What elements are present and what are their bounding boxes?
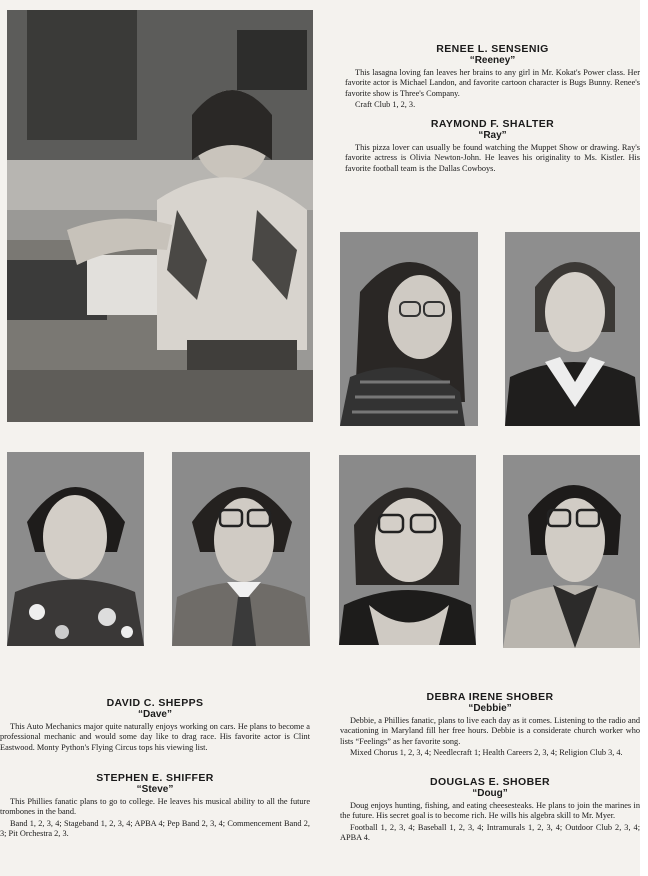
student-bio: Doug enjoys hunting, fishing, and eating cheesesteaks. He plans to join the marines in the future. His secret goal is to become rich. He wills his algebra skill to Mr. Myer. xyxy=(340,801,640,821)
portrait-renee-sensenig xyxy=(340,232,478,426)
candid-classroom-photo xyxy=(7,10,313,422)
portrait-debra-shober xyxy=(339,455,476,645)
entry-raymond-shalter xyxy=(345,118,640,174)
student-name: DAVID C. SHEPPS xyxy=(106,697,204,709)
student-name: DEBRA IRENE SHOBER xyxy=(426,691,554,703)
portrait-douglas-shober xyxy=(503,455,640,648)
entry-david-shepps xyxy=(0,697,310,753)
student-bio: This pizza lover can usually be found watching the Muppet Show or drawing. Ray's favorite actress is Olivia Newton-John. He leaves his originality to Ms. Kistler. His favorite football team is the Dallas Cowboys. xyxy=(345,143,640,173)
student-nickname: “Debbie” xyxy=(468,703,512,714)
student-name: STEPHEN E. SHIFFER xyxy=(96,772,214,784)
entry-stephen-shiffer xyxy=(0,772,310,840)
student-bio: Debbie, a Phillies fanatic, plans to live each day as it comes. Listening to the radio and vacationing in Maryland fill her free hours. Debbie is a considerate church worker who lists “Feelings” as her favorite song. xyxy=(340,716,640,746)
student-activities: Band 1, 2, 3, 4; Stageband 1, 2, 3, 4; APBA 4; Pep Band 2, 3, 4; Commencement Band 2, 3; Pit Orchestra 2, 3. xyxy=(0,818,310,839)
portrait-stephen-shiffer xyxy=(172,452,310,646)
student-nickname: “Dave” xyxy=(138,709,172,720)
student-nickname: “Steve” xyxy=(136,784,174,795)
page-edge xyxy=(640,0,648,876)
student-bio: This lasagna loving fan leaves her brains to any girl in Mr. Kokat's Power class. Her favorite actor is Michael Landon, and favorite cartoon character is Bugs Bunny. Renee's favorite show is Three's Company. xyxy=(345,68,640,98)
student-activities: Football 1, 2, 3, 4; Baseball 1, 2, 3, 4; Intramurals 1, 2, 3, 4; Outdoor Club 2, 3, 4; APBA 4. xyxy=(340,822,640,843)
student-bio: This Auto Mechanics major quite naturally enjoys working on cars. He plans to become a professional mechanic and would some day like to drag race. His favorite actor is Clint Eastwood. Monty Python's Flying Circus tops his viewing list. xyxy=(0,722,310,752)
entry-debra-shober xyxy=(340,691,640,759)
student-bio: This Phillies fanatic plans to go to college. He leaves his musical ability to all the future trombones in the band. xyxy=(0,797,310,817)
student-name: RAYMOND F. SHALTER xyxy=(430,118,555,130)
student-activities: Mixed Chorus 1, 2, 3, 4; Needlecraft 1; Health Careers 2, 3, 4; Religion Club 3, 4. xyxy=(350,748,623,758)
student-name: RENEE L. SENSENIG xyxy=(436,43,549,55)
student-name: DOUGLAS E. SHOBER xyxy=(430,776,550,788)
entry-renee-sensenig xyxy=(345,43,640,111)
student-nickname: “Ray” xyxy=(478,130,507,141)
student-nickname: “Reeney” xyxy=(469,55,516,66)
student-activities: Craft Club 1, 2, 3. xyxy=(355,100,416,110)
student-nickname: “Doug” xyxy=(472,788,508,799)
portrait-raymond-shalter xyxy=(505,232,640,426)
entry-douglas-shober xyxy=(340,776,640,844)
portrait-david-shepps xyxy=(7,452,144,646)
